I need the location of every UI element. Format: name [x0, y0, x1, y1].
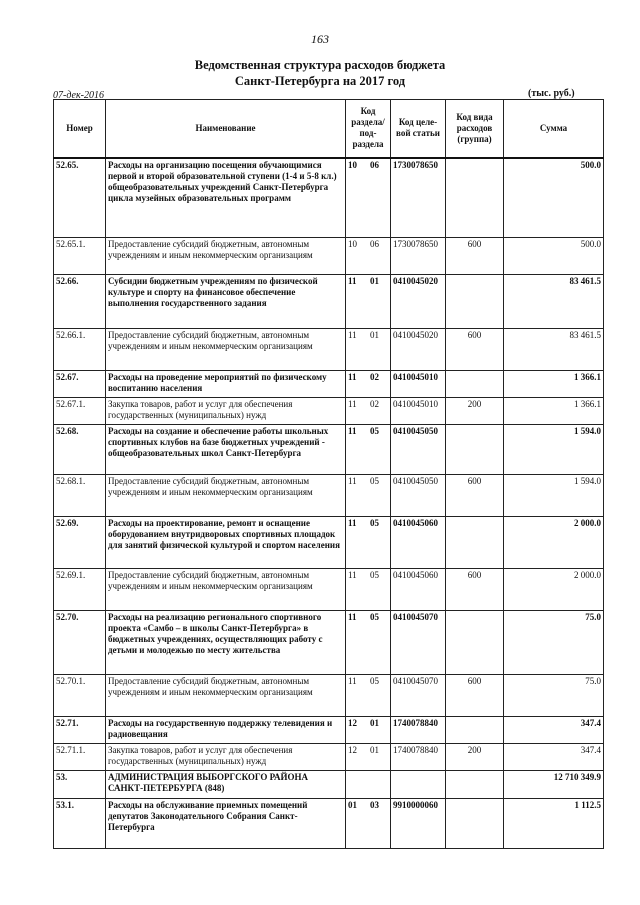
document-title — [0, 57, 640, 89]
row-name: Предоставление субсидий бюджетным, автономным учреждениям и иным некоммерческим организациям — [106, 569, 346, 611]
section-code: 11 — [348, 676, 357, 686]
document-date: 07-дек-2016 — [53, 90, 104, 101]
row-section-code — [346, 371, 391, 398]
page-number: 163 — [311, 32, 329, 46]
table-row — [54, 517, 604, 569]
row-sum: 347.4 — [504, 717, 604, 744]
table-header-row — [54, 100, 604, 158]
row-section-code — [346, 717, 391, 744]
row-sum: 83 461.5 — [504, 329, 604, 371]
row-expense-type — [446, 799, 504, 849]
row-article-code: 0410045050 — [391, 475, 446, 517]
row-sum: 1 366.1 — [504, 398, 604, 425]
table-row — [54, 771, 604, 799]
row-article-code: 0410045020 — [391, 275, 446, 329]
row-number: 52.68. — [54, 425, 106, 475]
row-number: 52.65.1. — [54, 238, 106, 275]
row-article-code — [391, 771, 446, 799]
table-row — [54, 675, 604, 717]
row-number: 52.70. — [54, 611, 106, 675]
row-section-code — [346, 569, 391, 611]
row-expense-type — [446, 158, 504, 238]
row-number: 52.71.1. — [54, 744, 106, 771]
row-name: Расходы на проведение мероприятий по физическому воспитанию населения — [106, 371, 346, 398]
row-expense-type — [446, 425, 504, 475]
subsection-code: 05 — [370, 570, 379, 580]
section-code: 11 — [348, 570, 357, 580]
subsection-code: 05 — [370, 612, 379, 622]
row-section-code — [346, 475, 391, 517]
header-sum: Сумма — [504, 100, 604, 158]
row-name: Расходы на организацию посещения обучающимися первой и второй образовательной ступени (1-4 и 5-8 кл.) общеобразовательных учреждений Санкт-Петербурга цикла музейных образовательных программ — [106, 158, 346, 238]
row-article-code: 0410045010 — [391, 371, 446, 398]
row-number: 53.1. — [54, 799, 106, 849]
section-code: 11 — [348, 276, 357, 286]
row-section-code — [346, 238, 391, 275]
subsection-code: 06 — [370, 239, 379, 249]
table-row — [54, 425, 604, 475]
subsection-code: 03 — [370, 800, 379, 810]
row-sum: 12 710 349.9 — [504, 771, 604, 799]
row-section-code — [346, 158, 391, 238]
row-section-code — [346, 771, 391, 799]
row-name: Предоставление субсидий бюджетным, автономным учреждениям и иным некоммерческим организациям — [106, 675, 346, 717]
section-code: 11 — [348, 426, 357, 436]
row-article-code: 1730078650 — [391, 158, 446, 238]
row-expense-type — [446, 517, 504, 569]
table-row — [54, 275, 604, 329]
row-sum: 347.4 — [504, 744, 604, 771]
row-name: Расходы на создание и обеспечение работы школьных спортивных клубов на базе бюджетных учреждений - общеобразовательных школ Санкт-Петербурга — [106, 425, 346, 475]
table-row — [54, 744, 604, 771]
row-name: Субсидии бюджетным учреждениям по физической культуре и спорту на финансовое обеспечение выполнения государственного задания — [106, 275, 346, 329]
section-code: 01 — [348, 800, 357, 810]
table-row — [54, 158, 604, 238]
row-number: 52.69. — [54, 517, 106, 569]
row-section-code — [346, 517, 391, 569]
row-article-code: 1740078840 — [391, 744, 446, 771]
row-sum: 1 112.5 — [504, 799, 604, 849]
row-article-code: 0410045010 — [391, 398, 446, 425]
row-article-code: 0410045020 — [391, 329, 446, 371]
title-line-1: Ведомственная структура расходов бюджета — [194, 58, 446, 72]
row-section-code — [346, 744, 391, 771]
row-sum: 2 000.0 — [504, 569, 604, 611]
budget-table — [53, 99, 604, 849]
row-number: 52.67.1. — [54, 398, 106, 425]
section-code: 11 — [348, 330, 357, 340]
subsection-code: 05 — [370, 426, 379, 436]
section-code: 12 — [348, 718, 357, 728]
row-sum: 75.0 — [504, 611, 604, 675]
row-expense-type — [446, 771, 504, 799]
row-section-code — [346, 799, 391, 849]
row-number: 52.67. — [54, 371, 106, 398]
row-number: 52.66. — [54, 275, 106, 329]
subsection-code: 01 — [370, 718, 379, 728]
row-name: Расходы на реализацию регионального спортивного проекта «Самбо – в школы Санкт-Петербурга» в бюджетных учреждениях, осуществляющих работу с детьми и молодежью по месту жительства — [106, 611, 346, 675]
table-row — [54, 717, 604, 744]
header-article: Код целе- вой статьи — [391, 100, 446, 158]
table-row — [54, 238, 604, 275]
row-sum: 83 461.5 — [504, 275, 604, 329]
row-number: 53. — [54, 771, 106, 799]
row-number: 52.71. — [54, 717, 106, 744]
table-row — [54, 799, 604, 849]
table-row — [54, 398, 604, 425]
row-number: 52.69.1. — [54, 569, 106, 611]
row-article-code: 1740078840 — [391, 717, 446, 744]
row-article-code: 0410045060 — [391, 517, 446, 569]
row-name: Закупка товаров, работ и услуг для обеспечения государственных (муниципальных) нужд — [106, 744, 346, 771]
row-sum: 500.0 — [504, 158, 604, 238]
row-section-code — [346, 398, 391, 425]
row-article-code: 0410045050 — [391, 425, 446, 475]
row-name: Предоставление субсидий бюджетным, автономным учреждениям и иным некоммерческим организациям — [106, 475, 346, 517]
header-section: Код раздела/ под- раздела — [346, 100, 391, 158]
row-article-code: 9910000060 — [391, 799, 446, 849]
row-section-code — [346, 675, 391, 717]
row-article-code: 0410045060 — [391, 569, 446, 611]
row-name: Расходы на проектирование, ремонт и оснащение оборудованием внутридворовых спортивных площадок для занятий физической культурой и спортом населения — [106, 517, 346, 569]
row-section-code — [346, 425, 391, 475]
header-expense-type: Код вида расходов (группа) — [446, 100, 504, 158]
row-sum: 1 594.0 — [504, 425, 604, 475]
row-sum: 75.0 — [504, 675, 604, 717]
row-sum: 500.0 — [504, 238, 604, 275]
section-code: 11 — [348, 372, 357, 382]
header-name: Наименование — [106, 100, 346, 158]
row-expense-type: 600 — [446, 675, 504, 717]
row-expense-type — [446, 275, 504, 329]
row-sum: 2 000.0 — [504, 517, 604, 569]
row-number: 52.65. — [54, 158, 106, 238]
row-name: Предоставление субсидий бюджетным, автономным учреждениям и иным некоммерческим организациям — [106, 238, 346, 275]
subsection-code: 01 — [370, 276, 379, 286]
subsection-code: 06 — [370, 159, 379, 170]
subsection-code: 05 — [370, 676, 379, 686]
subsection-code: 05 — [370, 518, 379, 528]
subsection-code: 01 — [370, 330, 379, 340]
row-expense-type — [446, 717, 504, 744]
row-name: Расходы на обслуживание приемных помещений депутатов Законодательного Собрания Санкт-Петербурга — [106, 799, 346, 849]
header-number: Номер — [54, 100, 106, 158]
subsection-code: 05 — [370, 476, 379, 486]
units-label: (тыс. руб.) — [528, 88, 575, 99]
row-name: АДМИНИСТРАЦИЯ ВЫБОРГСКОГО РАЙОНА САНКТ-ПЕТЕРБУРГА (848) — [106, 771, 346, 799]
row-number: 52.66.1. — [54, 329, 106, 371]
row-article-code: 0410045070 — [391, 611, 446, 675]
title-line-2: Санкт-Петербурга на 2017 год — [234, 74, 406, 88]
row-article-code: 0410045070 — [391, 675, 446, 717]
row-article-code: 1730078650 — [391, 238, 446, 275]
table-row — [54, 475, 604, 517]
section-code: 11 — [348, 518, 357, 528]
section-code: 11 — [348, 476, 357, 486]
table-body — [54, 158, 604, 849]
section-code: 10 — [348, 239, 357, 249]
row-name: Закупка товаров, работ и услуг для обеспечения государственных (муниципальных) нужд — [106, 398, 346, 425]
row-sum: 1 366.1 — [504, 371, 604, 398]
subsection-code: 02 — [370, 399, 379, 409]
table-row — [54, 371, 604, 398]
row-sum: 1 594.0 — [504, 475, 604, 517]
row-name: Расходы на государственную поддержку телевидения и радиовещания — [106, 717, 346, 744]
row-expense-type: 600 — [446, 475, 504, 517]
row-expense-type — [446, 611, 504, 675]
section-code: 12 — [348, 745, 357, 755]
row-expense-type: 600 — [446, 238, 504, 275]
section-code: 11 — [348, 612, 357, 622]
row-section-code — [346, 329, 391, 371]
section-code: 11 — [348, 399, 357, 409]
row-expense-type — [446, 371, 504, 398]
table-row — [54, 569, 604, 611]
subsection-code: 01 — [370, 745, 379, 755]
row-section-code — [346, 275, 391, 329]
row-number: 52.68.1. — [54, 475, 106, 517]
row-number: 52.70.1. — [54, 675, 106, 717]
row-expense-type: 600 — [446, 329, 504, 371]
row-name: Предоставление субсидий бюджетным, автономным учреждениям и иным некоммерческим организациям — [106, 329, 346, 371]
section-code: 10 — [348, 159, 357, 170]
row-expense-type: 200 — [446, 744, 504, 771]
row-expense-type: 200 — [446, 398, 504, 425]
row-section-code — [346, 611, 391, 675]
row-expense-type: 600 — [446, 569, 504, 611]
table-row — [54, 611, 604, 675]
table-row — [54, 329, 604, 371]
subsection-code: 02 — [370, 372, 379, 382]
